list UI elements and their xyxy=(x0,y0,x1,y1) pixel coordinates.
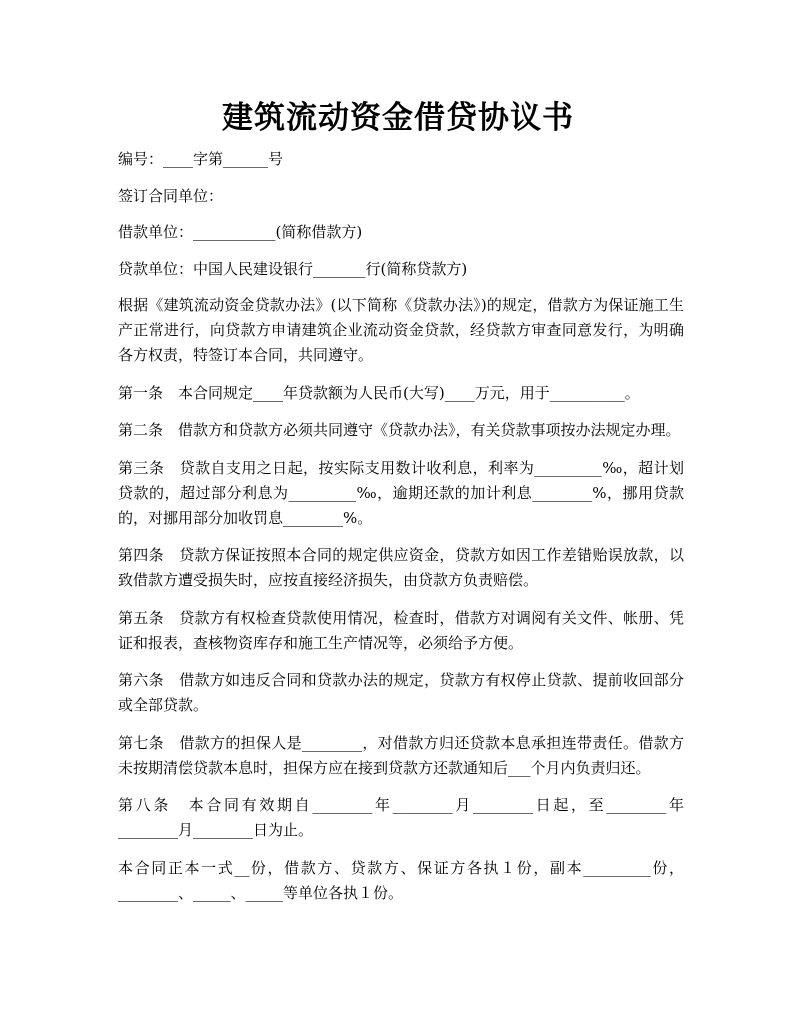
article-8: 第八条 本合同有效期自________年________月________日起，至________年________月________日为止。 xyxy=(118,796,684,839)
contract-number-line: 编号：____字第______号 xyxy=(118,150,284,168)
article-3: 第三条 贷款自支用之日起，按实际支用数计收利息，利率为_________‰，超计划贷款的，超过部分利息为_________‰，逾期还款的加计利息________%，挪用贷款的，对挪用部分加收罚息________%。 xyxy=(118,458,684,527)
closing-paragraph: 本合同正本一式__份，借款方、贷款方、保证方各执１份，副本_________份，________、_____、_____等单位各执１份。 xyxy=(118,858,684,902)
signing-parties-line: 签订合同单位： xyxy=(118,186,224,205)
article-6: 第六条 借款方如违反合同和贷款办法的规定，贷款方有权停止贷款、提前收回部分或全部贷款。 xyxy=(118,671,684,714)
article-5: 第五条 贷款方有权检查贷款使用情况，检查时，借款方对调阅有关文件、帐册、凭证和报表，查核物资库存和施工生产情况等，必须给予方便。 xyxy=(118,608,684,652)
preamble-paragraph: 根据《建筑流动资金贷款办法》(以下简称《贷款办法》)的规定，借款方为保证施工生产正常进行，向贷款方申请建筑企业流动资金贷款，经贷款方审查同意发行，为明确各方权责，特签订本合同，共同遵守。 xyxy=(118,296,684,364)
borrower-line: 借款单位：___________(简称借款方) xyxy=(118,223,363,241)
lender-line: 贷款单位：中国人民建设银行_______行(简称贷款方) xyxy=(118,259,468,278)
article-2: 第二条 借款方和贷款方必须共同遵守《贷款办法》，有关贷款事项按办法规定办理。 xyxy=(118,421,681,439)
article-4: 第四条 贷款方保证按照本合同的规定供应资金，贷款方如因工作差错贻误放款，以致借款方遭受损失时，应按直接经济损失，由贷款方负责赔偿。 xyxy=(118,546,684,589)
document-title: 建筑流动资金借贷协议书 xyxy=(222,100,574,136)
article-7: 第七条 借款方的担保人是________，对借款方归还贷款本息承担连带责任。借款方未按期清偿贷款本息时，担保方应在接到贷款方还款通知后___个月内负责归还。 xyxy=(118,733,684,777)
document-body xyxy=(118,147,684,918)
article-1: 第一条 本合同规定____年贷款额为人民币(大写)____万元，用于__________。 xyxy=(118,383,640,402)
